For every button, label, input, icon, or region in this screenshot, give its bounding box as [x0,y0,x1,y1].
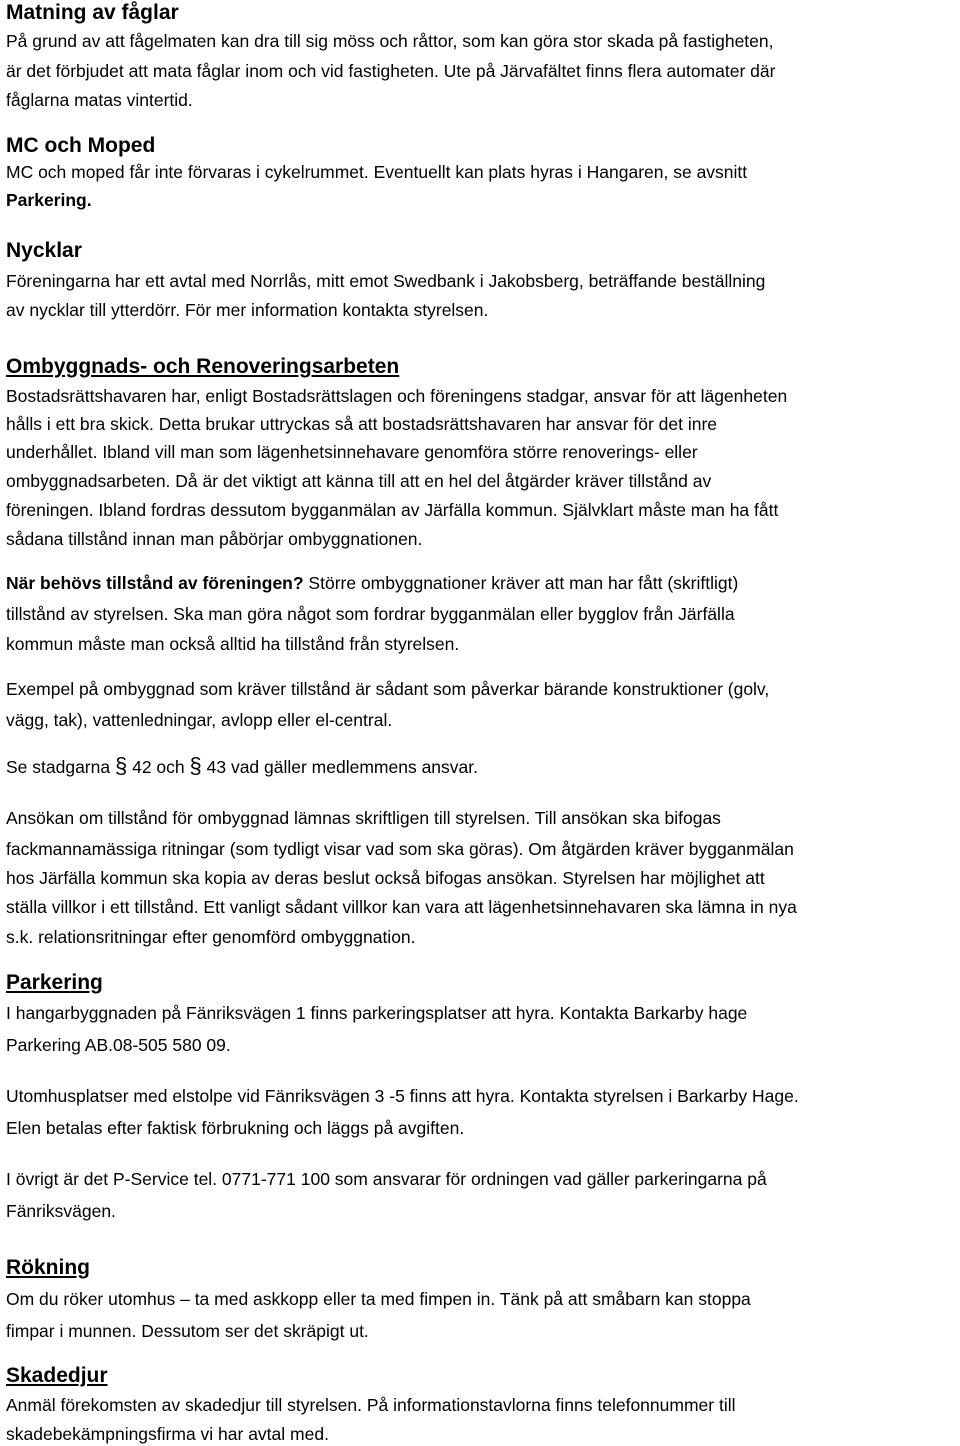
paragraph-line: är det förbjudet att mata fåglar inom och vid fastigheten. Ute på Järvafältet finns flera automater där [6,61,776,81]
paragraph-line: ombyggnadsarbeten. Då är det viktigt att känna till att en hel del åtgärder kräver tillstånd av [6,471,712,491]
paragraph-line: På grund av att fågelmaten kan dra till sig möss och råttor, som kan göra stor skada på fastigheten, [6,31,774,51]
question-line [6,572,738,594]
heading-ombyggnads-och-renoveringsarbeten: Ombyggnads- och Renoveringsarbeten [6,355,400,378]
paragraph-line: Ansökan om tillstånd för ombyggnad lämnas skriftligen till styrelsen. Till ansökan ska bifogas [6,808,721,828]
paragraph-line: Föreningarna har ett avtal med Norrlås, mitt emot Swedbank i Jakobsberg, beträffande beställning [6,271,766,291]
paragraph-line: föreningen. Ibland fordras dessutom bygganmälan av Järfälla kommun. Självklart måste man ha fått [6,500,779,520]
paragraph-line: underhållet. Ibland vill man som lägenhetsinnehavare genomföra större renoverings- eller [6,442,698,462]
heading-parkering: Parkering [6,971,103,994]
paragraph-line: tillstånd av styrelsen. Ska man göra något som fordrar bygganmälan eller bygglov från Järfälla [6,604,735,624]
parkering-reference: Parkering. [6,190,92,210]
paragraph-line: Parkering AB.08-505 580 09. [6,1035,231,1055]
paragraph-line: Bostadsrättshavaren har, enligt Bostadsrättslagen och föreningens stadgar, ansvar för att lägenheten [6,386,788,406]
paragraph-line: Elen betalas efter faktisk förbrukning och läggs på avgiften. [6,1118,465,1138]
paragraph-line: av nycklar till ytterdörr. För mer information kontakta styrelsen. [6,300,489,320]
heading-skadedjur: Skadedjur [6,1364,108,1387]
paragraph-line: I övrigt är det P-Service tel. 0771-771 100 som ansvarar för ordningen vad gäller parkeringarna på [6,1169,767,1189]
stadgar-text: 42 och [127,757,190,777]
paragraph-line: fimpar i munnen. Dessutom ser det skräpigt ut. [6,1321,369,1341]
paragraph-line: Fänriksvägen. [6,1201,116,1221]
paragraph-line: MC och moped får inte förvaras i cykelrummet. Eventuellt kan plats hyras i Hangaren, se avsnitt [6,162,748,182]
paragraph-line: ställa villkor i ett tillstånd. Ett vanligt sådant villkor kan vara att lägenhetsinnehavaren ska lämna in nya [6,897,797,917]
paragraph-line: skadebekämpningsfirma vi har avtal med. [6,1424,329,1444]
paragraph-line: hålls i ett bra skick. Detta brukar uttryckas så att bostadsrättshavaren har ansvar för det inre [6,414,718,434]
paragraph-line: hos Järfälla kommun ska kopia av deras beslut också bifogas ansökan. Styrelsen har möjlighet att [6,868,765,888]
question-text: Större ombyggnationer kräver att man har fått (skriftligt) [303,573,739,593]
paragraph-line: kommun måste man också alltid ha tillstånd från styrelsen. [6,634,460,654]
paragraph-line: Anmäl förekomsten av skadedjur till styrelsen. På informationstavlorna finns telefonnummer till [6,1395,736,1415]
stadgar-text: 43 vad gäller medlemmens ansvar. [201,757,478,777]
stadgar-line [6,755,478,778]
paragraph-line: Utomhusplatser med elstolpe vid Fänriksvägen 3 -5 finns att hyra. Kontakta styrelsen i Barkarby Hage. [6,1086,799,1106]
heading-matning-av-faglar: Matning av fåglar [6,1,179,24]
paragraph-line: vägg, tak), vattenledningar, avlopp eller el-central. [6,710,393,730]
heading-rokning: Rökning [6,1256,90,1279]
paragraph-line: Om du röker utomhus – ta med askkopp eller ta med fimpen in. Tänk på att småbarn kan stoppa [6,1289,751,1309]
paragraph-line: s.k. relationsritningar efter genomförd ombyggnation. [6,927,416,947]
paragraph-line: fåglarna matas vintertid. [6,90,193,110]
paragraph-line: Exempel på ombyggnad som kräver tillstånd är sådant som påverkar bärande konstruktioner (golv, [6,679,770,699]
section-sign: § [189,753,202,778]
paragraph-line: I hangarbyggnaden på Fänriksvägen 1 finns parkeringsplatser att hyra. Kontakta Barkarby hage [6,1003,748,1023]
heading-mc-och-moped: MC och Moped [6,134,156,157]
question-label: När behövs tillstånd av föreningen? [6,573,304,593]
section-sign: § [114,753,128,778]
paragraph-line: sådana tillstånd innan man påbörjar ombyggnationen. [6,529,423,549]
heading-nycklar: Nycklar [6,239,82,262]
paragraph-line: fackmannamässiga ritningar (som tydligt visar vad som ska göras). Om åtgärden kräver bygganmälan [6,839,794,859]
stadgar-text: Se stadgarna [6,757,115,777]
